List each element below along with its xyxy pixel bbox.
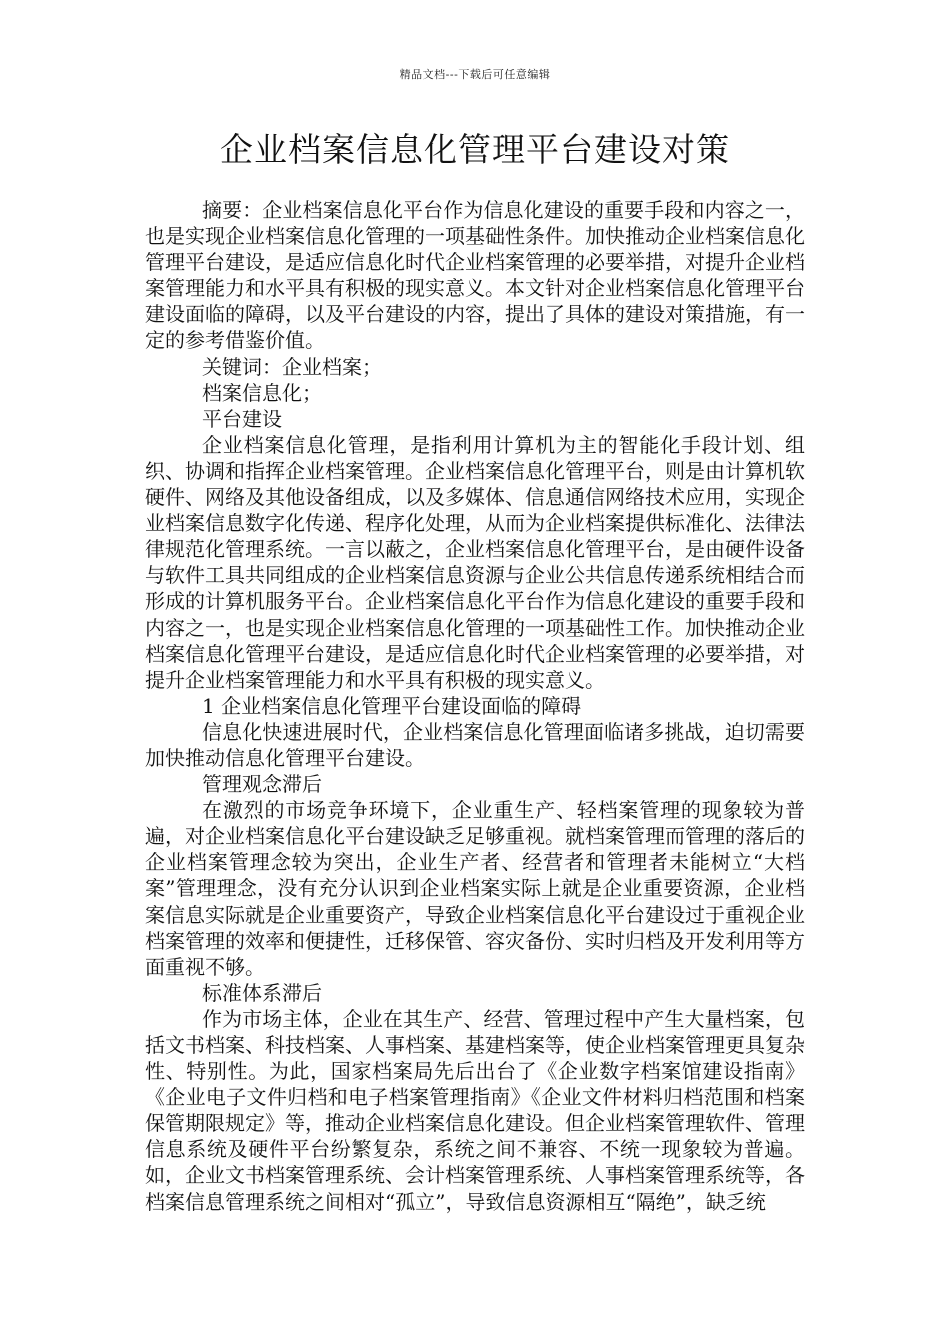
document-title: 企业档案信息化管理平台建设对策 <box>220 130 730 169</box>
intro-paragraph: 企业档案信息化管理，是指利用计算机为主的智能化手段计划、组织、协调和指挥企业档案管理。企业档案信息化管理平台，则是由计算机软硬件、网络及其他设备组成，以及多媒体、信息通信网络技术应用，实现企业档案信息数字化传递、程序化处理，从而为企业档案提供标准化、法律法律规范化管理系统。一言以蔽之，企业档案信息化管理平台，是由硬件设备与软件工具共同组成的企业档案信息资源与企业公共信息传递系统相结合而形成的计算机服务平台。企业档案信息化平台作为信息化建设的重要手段和内容之一，也是实现企业档案信息化管理的一项基础性工作。加快推动企业档案信息化管理平台建设，是适应信息化时代企业档案管理的必要举措，对提升企业档案管理能力和水平具有积极的现实意义。 <box>145 432 805 692</box>
section-heading: 1 企业档案信息化管理平台建设面临的障碍 <box>202 693 582 718</box>
abstract-paragraph: 摘要：企业档案信息化平台作为信息化建设的重要手段和内容之一，也是实现企业档案信息化管理的一项基础性条件。加快推动企业档案信息化管理平台建设，是适应信息化时代企业档案管理的必要举措，对提升企业档案管理能力和水平具有积极的现实意义。本文针对企业档案信息化管理平台建设面临的障碍，以及平台建设的内容，提出了具体的建设对策措施，有一定的参考借鉴价值。 <box>145 198 805 353</box>
subsection-paragraph: 在激烈的市场竞争环境下，企业重生产、轻档案管理的现象较为普遍，对企业档案信息化平台建设缺乏足够重视。就档案管理而管理的落后的企业档案管理念较为突出，企业生产者、经营者和管理者未能树立“大档案”管理理念，没有充分认识到企业档案实际上就是企业重要资源，企业档案信息实际就是企业重要资产，导致企业档案信息化平台建设过于重视企业档案管理的效率和便捷性，迁移保管、容灾备份、实时归档及开发利用等方面重视不够。 <box>145 798 805 979</box>
subsection-heading: 标准体系滞后 <box>202 980 322 1005</box>
keywords-line: 关键词：企业档案； <box>202 354 382 379</box>
subsection-paragraph: 作为市场主体，企业在其生产、经营、管理过程中产生大量档案，包括文书档案、科技档案、人事档案、基建档案等，使企业档案管理更具复杂性、特别性。为此，国家档案局先后出台了《企业数字档案馆建设指南》《企业电子文件归档和电子档案管理指南》《企业文件材料归档范围和档案保管期限规定》等，推动企业档案信息化建设。但企业档案管理软件、管理信息系统及硬件平台纷繁复杂，系统之间不兼容、不统一现象较为普遍。如，企业文书档案管理系统、会计档案管理系统、人事档案管理系统等，各档案信息管理系统之间相对“孤立”，导致信息资源相互“隔绝”，缺乏统 <box>145 1006 805 1214</box>
keyword-item: 平台建设 <box>202 406 282 431</box>
subsection-heading: 管理观念滞后 <box>202 772 322 797</box>
document-body <box>145 197 805 1215</box>
keyword-item: 档案信息化； <box>202 380 322 405</box>
header-note: 精品文档---下载后可任意编辑 <box>399 68 551 81</box>
section-paragraph: 信息化快速进展时代，企业档案信息化管理面临诸多挑战，迫切需要加快推动信息化管理平台建设。 <box>145 719 805 770</box>
